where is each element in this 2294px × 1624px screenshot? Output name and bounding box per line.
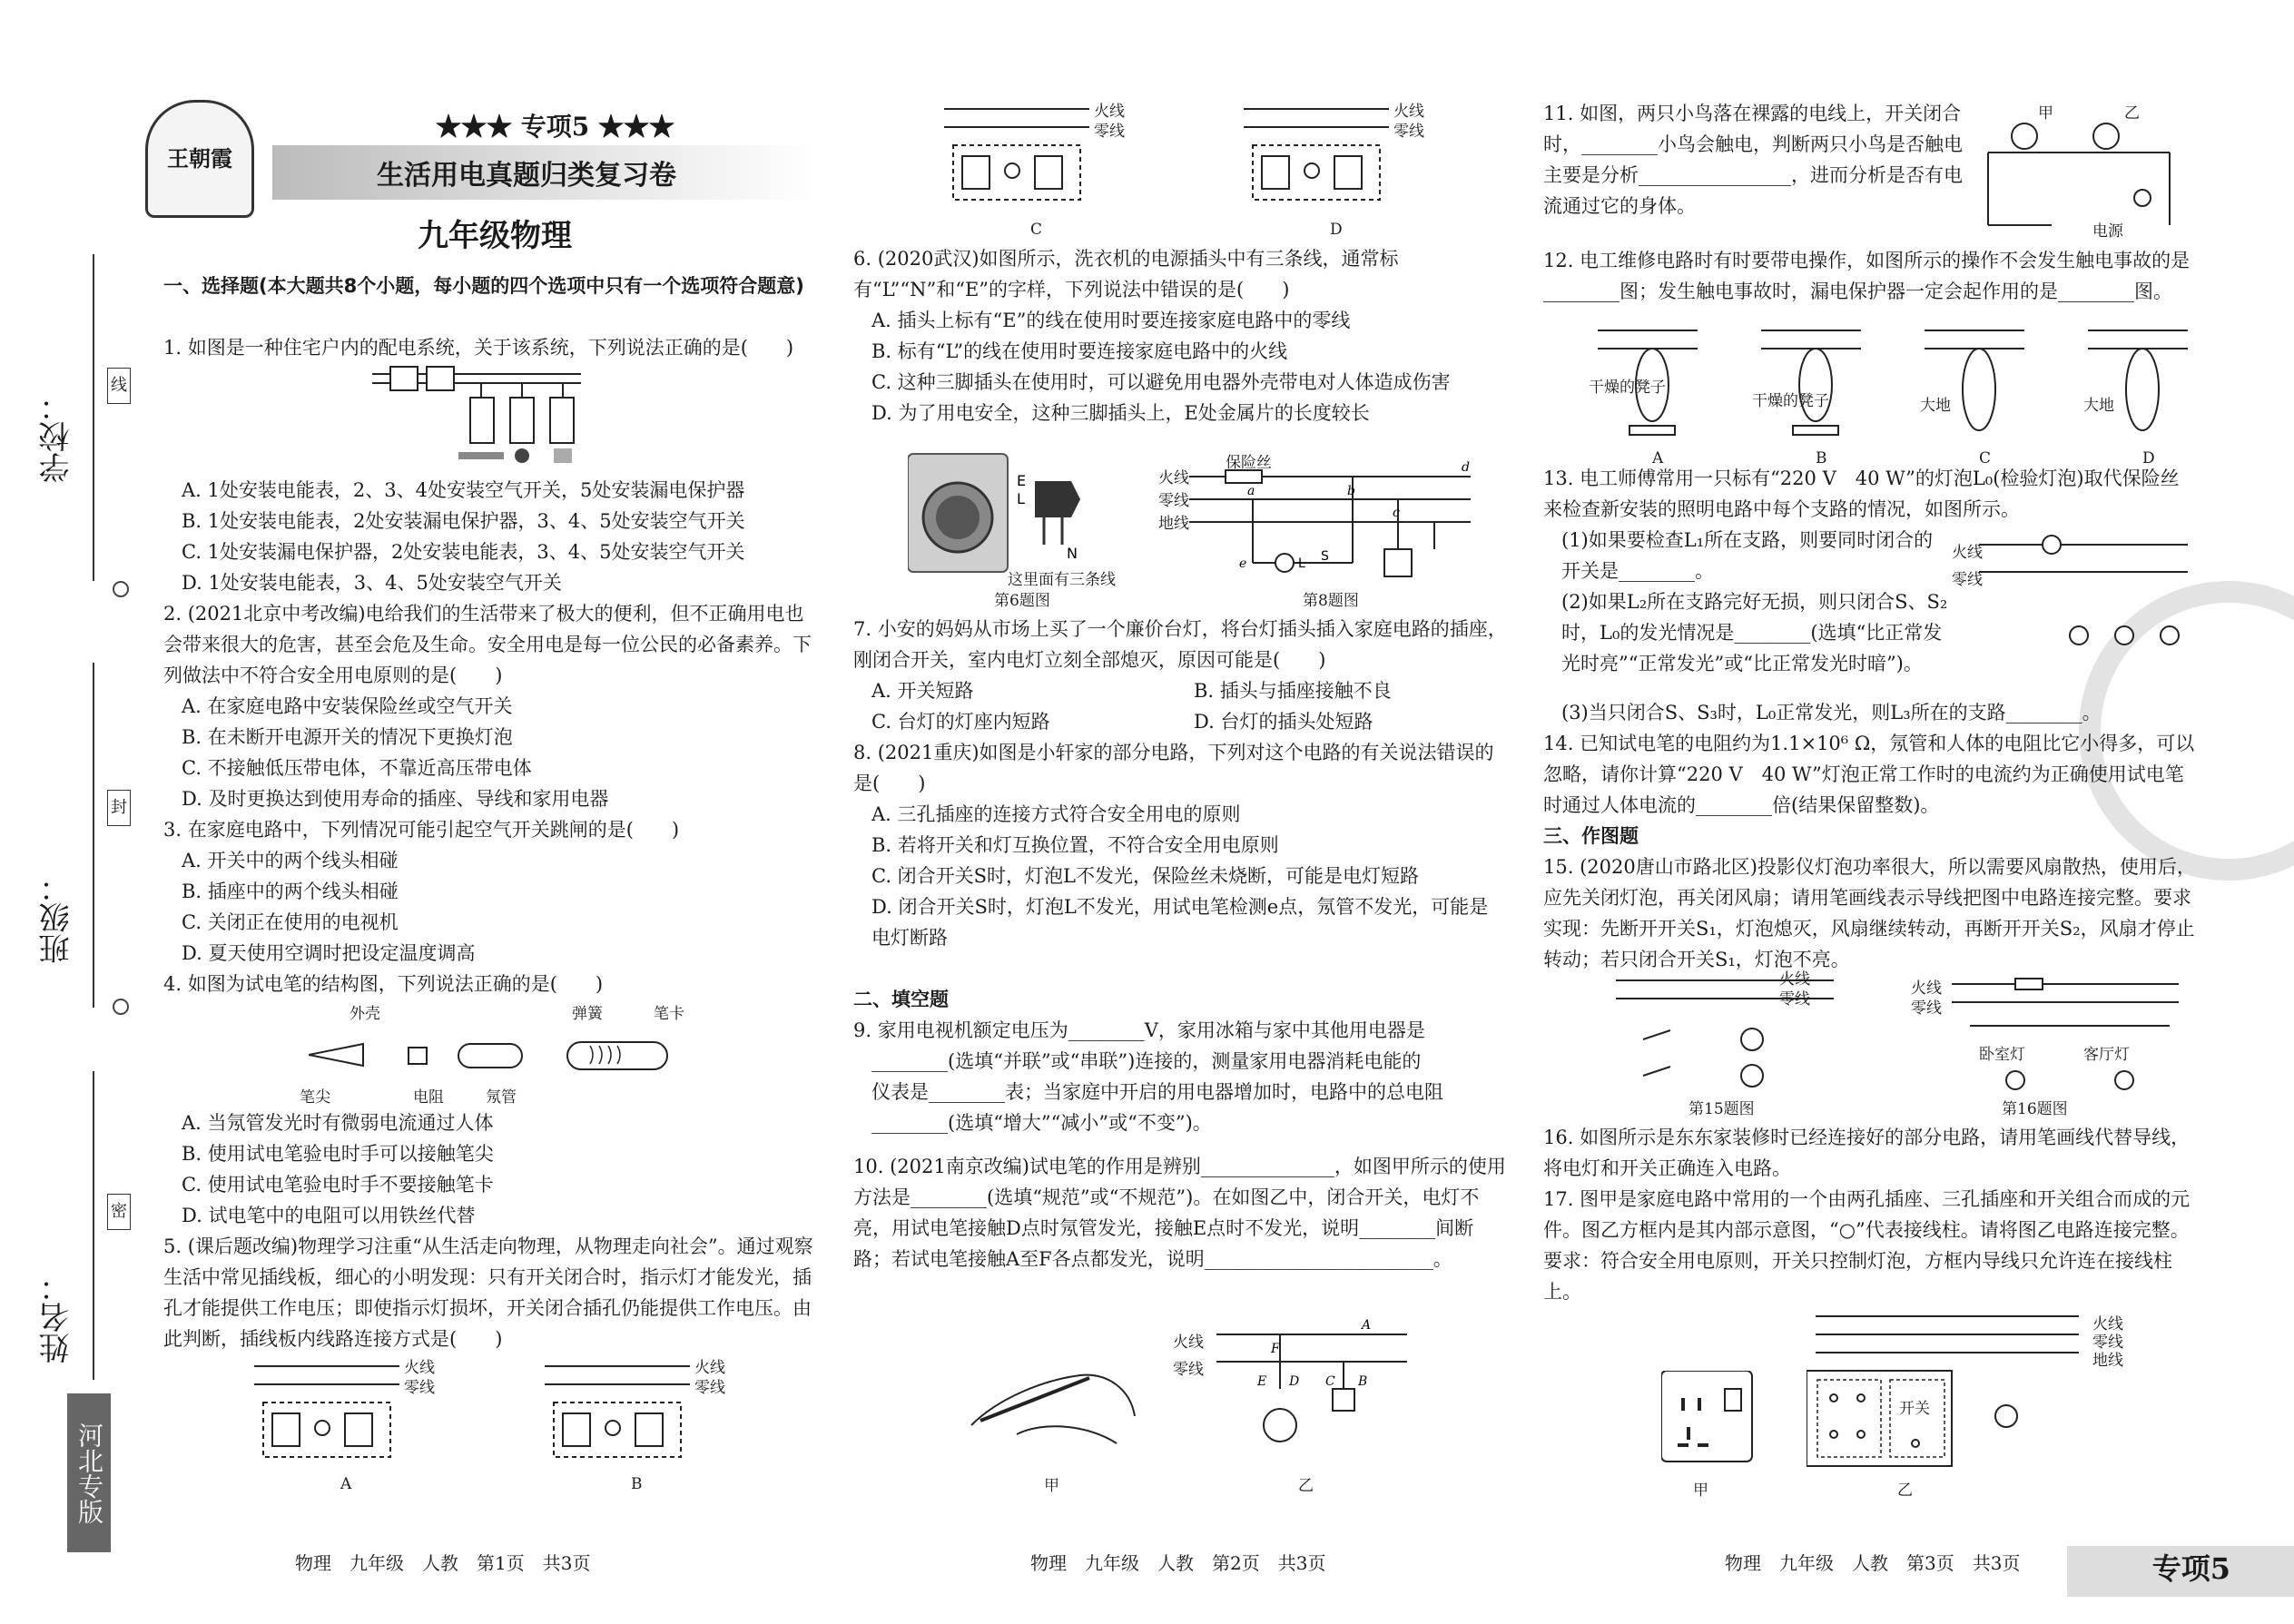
- q5-b-neutral-label: 零线: [694, 1379, 725, 1397]
- q6-option-a: A. 插头上标有“E”的线在使用时要连接家庭电路中的零线: [871, 310, 1351, 331]
- q16-bedroom-label: 卧室灯: [1979, 1046, 2025, 1064]
- q10-fig-circuit: [1216, 1316, 1416, 1471]
- q3-option-c: C. 关闭正在使用的电视机: [182, 911, 399, 933]
- q5-a-live-label: 火线: [404, 1359, 435, 1377]
- question-11-stem: 11. 如图，两只小鸟落在裸露的电线上，开关闭合时，________小鸟会触电，判断两只小鸟是否触电主要是分析________________，进而分析是否有电流通过它的身体。: [1543, 103, 1963, 217]
- q5-label-b: B: [631, 1475, 643, 1493]
- q11-bird-b-label: 乙: [2124, 104, 2140, 123]
- special-label: ★★★ 专项5 ★★★: [436, 112, 674, 142]
- q2-option-b: B. 在未断开电源开关的情况下更换灯泡: [182, 726, 513, 748]
- q11-power-label: 电源: [2092, 222, 2123, 241]
- q10-fig-a-caption: 甲: [1044, 1477, 1059, 1495]
- q4-label-tip: 笔尖: [300, 1088, 330, 1107]
- q12-earth-d: 大地: [2083, 397, 2114, 415]
- q6-washing-machine-figure: [908, 445, 1117, 581]
- q10-neutral-label: 零线: [1173, 1361, 1204, 1379]
- q13-part-3: (3)当只闭合S、S₃时，L₀正常发光，则L₃所在的支路________。: [1561, 702, 2102, 723]
- q15-neutral-label: 零线: [1779, 990, 1810, 1009]
- school-line: [93, 254, 94, 581]
- q9-line-2: ________(选填“并联”或“串联”)连接的，测量家用电器消耗电能的: [871, 1050, 1422, 1072]
- svg-text:E: E: [1257, 1374, 1267, 1389]
- q13-part-2: (2)如果L₂所在支路完好无损，则只闭合S、S₂时，L₀的发光情况是________(选填“比正常发光时亮”“正常发光”或“比正常发光时暗”)。: [1561, 591, 1948, 674]
- question-15-stem: 15. (2020唐山市路北区)投影仪灯泡功率很大，所以需要风扇散热，使用后，应先关闭灯泡，再关闭风扇；请用笔画线表示导线把图中电路连接完整。要求实现：先断开开关S₁，灯泡熄灭，风扇继续转动，再断开开关S₂，风扇才停止转动；若只闭合开关S₁，灯泡不亮。: [1543, 856, 2196, 970]
- q5-b-live-label: 火线: [694, 1359, 725, 1377]
- binding-hole: [113, 999, 129, 1015]
- q10-live-label: 火线: [1173, 1334, 1204, 1352]
- q11-bird-a-label: 甲: [2038, 104, 2053, 123]
- section-heading-fill: 二、填空题: [853, 989, 949, 1010]
- q6-caption: 第6题图: [994, 592, 1050, 610]
- svg-text:L: L: [1298, 556, 1305, 571]
- q7-option-c: C. 台灯的灯座内短路: [871, 711, 1050, 733]
- q4-label-neon: 氖管: [486, 1088, 517, 1107]
- q13-circuit-diagram: [1979, 527, 2197, 681]
- q7-option-a: A. 开关短路: [871, 680, 974, 702]
- q4-option-b: B. 使用试电笔验电时手可以接触笔尖: [182, 1143, 494, 1165]
- q2-option-a: A. 在家庭电路中安装保险丝或空气开关: [182, 695, 513, 717]
- q8-option-d: D. 闭合开关S时，灯泡L不发光，用试电笔检测e点，氖管不发光，可能是电灯断路: [871, 896, 1489, 949]
- q9-line-3: 仪表是________表；当家庭中开启的用电器增加时，电路中的总电阻: [871, 1081, 1443, 1103]
- q4-label-resistor: 电阻: [413, 1088, 444, 1107]
- question-14-stem: 14. 已知试电笔的电阻约为1.1×10⁶ Ω，氖管和人体的电阻比它小得多，可以忽略，请你计算“220 V 40 W”灯泡正常工作时的电流约为正确使用试电笔时通过人体电流的________倍(结果保留整数)。: [1543, 733, 2195, 816]
- section-heading-drawing: 三、作图题: [1543, 825, 1639, 847]
- q17-live-label: 火线: [2092, 1315, 2123, 1334]
- q4-option-d: D. 试电笔中的电阻可以用铁丝代替: [182, 1205, 476, 1226]
- q17-fig-a-caption: 甲: [1693, 1481, 1708, 1500]
- q9-line-1: 9. 家用电视机额定电压为________V，家用冰箱与家中其他用电器是: [853, 1019, 1425, 1041]
- q8-live-label: 火线: [1158, 469, 1189, 487]
- q4-option-a: A. 当氖管发光时有微弱电流通过人体: [182, 1112, 494, 1134]
- q11-birds-diagram: [1979, 98, 2179, 234]
- q6-option-b: B. 标有“L”的线在使用时要连接家庭电路中的火线: [871, 340, 1288, 362]
- question-10-stem: 10. (2021南京改编)试电笔的作用是辨别______________，如图甲所示的使用方法是________(选填“规范”或“不规范”)。在如图乙中，闭合开关，电灯不亮，用试电笔接触D点时氖管发光，接触E点时不发光，说明________间断路；若试电笔接触A至F各点都发光，说明________________________。: [853, 1156, 1506, 1270]
- q7-option-d: D. 台灯的插头处短路: [1194, 711, 1373, 733]
- q16-living-label: 客厅灯: [2083, 1046, 2130, 1064]
- footer-page-3: 物理 九年级 人教 第3页 共3页: [1725, 1552, 2021, 1574]
- q6-option-c: C. 这种三脚插头在使用时，可以避免用电器外壳带电对人体造成伤害: [871, 371, 1451, 393]
- q8-option-a: A. 三孔插座的连接方式符合安全用电的原则: [871, 803, 1241, 825]
- q5-label-d: D: [1330, 221, 1343, 239]
- q7-option-b: B. 插头与插座接触不良: [1194, 680, 1392, 702]
- seal-tag-close: 密: [107, 1194, 131, 1230]
- q1-option-c: C. 1处安装漏电保护器，2处安装电能表，3、4、5处安装空气开关: [182, 541, 745, 563]
- q13-neutral-label: 零线: [1952, 571, 1983, 589]
- page-column-1: [163, 0, 817, 1624]
- svg-text:A: A: [1362, 1318, 1372, 1333]
- name-label: 姓名：: [39, 1271, 75, 1363]
- binding-margin: [0, 0, 159, 1624]
- q12-label-b: B: [1816, 449, 1827, 468]
- svg-text:e: e: [1239, 556, 1247, 571]
- paper-title: 生活用电真题归类复习卷: [377, 160, 676, 192]
- svg-text:L: L: [1017, 490, 1025, 507]
- svg-text:B: B: [1358, 1374, 1368, 1389]
- q1-option-d: D. 1处安装电能表，3、4、5处安装空气开关: [182, 572, 562, 594]
- q8-ground-label: 地线: [1158, 515, 1189, 533]
- question-6-stem: 6. (2020武汉)如图所示，洗衣机的电源插头中有三条线，通常标有“L”“N”和“E”的字样，下列说法中错误的是( ): [853, 248, 1399, 300]
- q2-option-d: D. 及时更换达到使用寿命的插座、导线和家用电器: [182, 788, 609, 810]
- q6-option-d: D. 为了用电安全，这种三脚插头上，E处金属片的长度较长: [871, 402, 1370, 424]
- svg-text:C: C: [1325, 1374, 1335, 1389]
- q6-note: 这里面有三条线: [1008, 571, 1116, 589]
- q9-line-4: ________(选填“增大”“减小”或“不变”)。: [871, 1112, 1212, 1134]
- section-heading-choice: 一、选择题(本大题共8个小题，每小题的四个选项中只有一个选项符合题意): [163, 275, 804, 297]
- q8-fuse-label: 保险丝: [1226, 454, 1272, 472]
- q12-label-c: C: [1979, 449, 1992, 468]
- q5-a-neutral-label: 零线: [404, 1379, 435, 1397]
- q17-socket-panel: [1661, 1371, 1770, 1471]
- svg-text:b: b: [1347, 484, 1355, 498]
- q8-option-c: C. 闭合开关S时，灯泡L不发光，保险丝未烧断，可能是电灯短路: [871, 865, 1419, 887]
- question-5-stem: 5. (课后题改编)物理学习注重“从生活走向物理，从物理走向社会”。通过观察生活中常见插线板，细心的小明发现：只有开关闭合时，指示灯才能发光，插孔才能提供工作电压；即使指示灯损坏，开关闭合插孔仍能提供工作电压。由此判断，插线板内线路连接方式是( ): [163, 1235, 813, 1350]
- q17-neutral-label: 零线: [2092, 1334, 2123, 1352]
- seal-tag-seal: 封: [107, 790, 131, 826]
- q12-earth-c: 大地: [1920, 397, 1951, 415]
- seal-tag-line: 线: [107, 368, 131, 404]
- name-line: [93, 1071, 94, 1380]
- q12-label-d: D: [2142, 449, 2155, 468]
- q17-fig-b-caption: 乙: [1897, 1481, 1913, 1500]
- q12-label-a: A: [1652, 449, 1664, 468]
- q12-stool-a: 干燥的凳子: [1589, 379, 1666, 397]
- class-label: 班级：: [39, 871, 75, 964]
- q16-live-label: 火线: [1911, 979, 1942, 998]
- question-13-stem: 13. 电工师傅常用一只标有“220 V 40 W”的灯泡L₀(检验灯泡)取代保险丝来检查新安装的照明电路中每个支路的情况，如图所示。: [1543, 468, 2180, 520]
- footer-page-1: 物理 九年级 人教 第1页 共3页: [295, 1552, 591, 1574]
- class-line: [93, 663, 94, 1008]
- q2-option-c: C. 不接触低压带电体，不靠近高压带电体: [182, 757, 532, 779]
- question-2-stem: 2. (2021北京中考改编)电给我们的生活带来了极大的便利，但不正确用电也会带来很大的危害，甚至会危及生命。安全用电是每一位公民的必备素养。下列做法中不符合安全用电原则的是( ): [163, 603, 812, 686]
- svg-text:S: S: [1321, 549, 1329, 564]
- page-column-3: [1543, 0, 2197, 1624]
- q10-fig-hand-pen: [962, 1334, 1144, 1462]
- footer-page-2: 物理 九年级 人教 第2页 共3页: [1030, 1552, 1326, 1574]
- q3-option-a: A. 开关中的两个线头相碰: [182, 850, 399, 871]
- question-4-stem: 4. 如图为试电笔的结构图，下列说法正确的是( ): [163, 973, 604, 995]
- question-3-stem: 3. 在家庭电路中，下列情况可能引起空气开关跳闸的是( ): [163, 819, 680, 841]
- q10-fig-b-caption: 乙: [1298, 1477, 1314, 1495]
- question-16-stem: 16. 如图所示是东东家装修时已经连接好的部分电路，请用笔画线代替导线，将电灯和开关正确连入电路。: [1543, 1127, 2191, 1179]
- q5-d-live-label: 火线: [1393, 103, 1424, 121]
- svg-text:E: E: [1017, 472, 1027, 489]
- q15-caption: 第15题图: [1689, 1100, 1755, 1118]
- svg-text:a: a: [1247, 484, 1255, 498]
- edition-badge: 河北专版: [67, 1393, 111, 1552]
- q17-wiring-diagram: [1807, 1307, 2097, 1471]
- q16-circuit-diagram: [1915, 971, 2188, 1098]
- question-8-stem: 8. (2021重庆)如图是小轩家的部分电路，下列对这个电路的有关说法错误的是( ): [853, 742, 1494, 794]
- svg-text:d: d: [1462, 460, 1470, 475]
- q1-distribution-diagram: [372, 361, 590, 470]
- q16-caption: 第16题图: [2002, 1100, 2068, 1118]
- q16-neutral-label: 零线: [1911, 999, 1942, 1018]
- q5-c-live-label: 火线: [1094, 103, 1125, 121]
- q4-label-clip: 笔卡: [654, 1005, 684, 1023]
- q4-label-shell: 外壳: [350, 1005, 380, 1023]
- q12-stool-b: 干燥的凳子: [1752, 392, 1829, 410]
- question-17-stem: 17. 图甲是家庭电路中常用的一个由两孔插座、三孔插座和开关组合而成的元件。图乙方框内是其内部示意图，“○”代表接线柱。请将图乙电路连接完整。要求：符合安全用电原则，开关只控制灯泡，方框内导线只允许连在接线柱上。: [1543, 1188, 2191, 1303]
- q5-d-neutral-label: 零线: [1393, 123, 1424, 141]
- q3-option-b: B. 插座中的两个线头相碰: [182, 881, 399, 902]
- svg-text:D: D: [1289, 1374, 1300, 1389]
- q13-part-1: (1)如果要检查L₁所在支路，则要同时闭合的开关是________。: [1561, 529, 1934, 582]
- q13-live-label: 火线: [1952, 544, 1983, 562]
- school-label: 学校：: [39, 390, 75, 483]
- q8-caption: 第8题图: [1303, 592, 1359, 610]
- question-1-stem: 1. 如图是一种住宅户内的配电系统，关于该系统，下列说法正确的是( ): [163, 337, 794, 359]
- q8-neutral-label: 零线: [1158, 492, 1189, 510]
- svg-text:N: N: [1067, 545, 1078, 562]
- question-12-stem: 12. 电工维修电路时有时要带电操作，如图所示的操作不会发生触电事故的是________图；发生触电事故时，漏电保护器一定会起作用的是________图。: [1543, 250, 2191, 302]
- q1-option-a: A. 1处安装电能表，2、3、4处安装空气开关，5处安装漏电保护器: [182, 479, 745, 501]
- q17-ground-label: 地线: [2092, 1352, 2123, 1370]
- page-column-2: [853, 0, 1507, 1624]
- q5-label-c: C: [1030, 221, 1043, 239]
- q17-switch-label: 开关: [1899, 1400, 1930, 1418]
- q8-option-b: B. 若将开关和灯互换位置，不符合安全用电原则: [871, 834, 1279, 856]
- q4-option-c: C. 使用试电笔验电时手不要接触笔卡: [182, 1174, 494, 1196]
- q3-option-d: D. 夏天使用空调时把设定温度调高: [182, 942, 476, 964]
- q1-option-b: B. 1处安装电能表，2处安装漏电保护器，3、4、5处安装空气开关: [182, 510, 745, 532]
- q5-c-neutral-label: 零线: [1094, 123, 1125, 141]
- subject-title: 九年级物理: [418, 218, 572, 254]
- q15-live-label: 火线: [1779, 970, 1810, 989]
- question-7-stem: 7. 小安的妈妈从市场上买了一个廉价台灯，将台灯插头插入家庭电路的插座，刚闭合开关，室内电灯立刻全部熄灭，原因可能是( ): [853, 618, 1507, 671]
- q5-label-a: A: [340, 1475, 352, 1493]
- svg-text:c: c: [1393, 506, 1400, 520]
- publisher-logo: 王朝霞: [145, 100, 254, 218]
- q4-label-spring: 弹簧: [572, 1005, 603, 1023]
- svg-text:F: F: [1271, 1342, 1280, 1356]
- q15-circuit-diagram: [1616, 971, 1852, 1098]
- binding-hole: [113, 581, 129, 597]
- corner-badge-text: 专项5: [2151, 1551, 2230, 1586]
